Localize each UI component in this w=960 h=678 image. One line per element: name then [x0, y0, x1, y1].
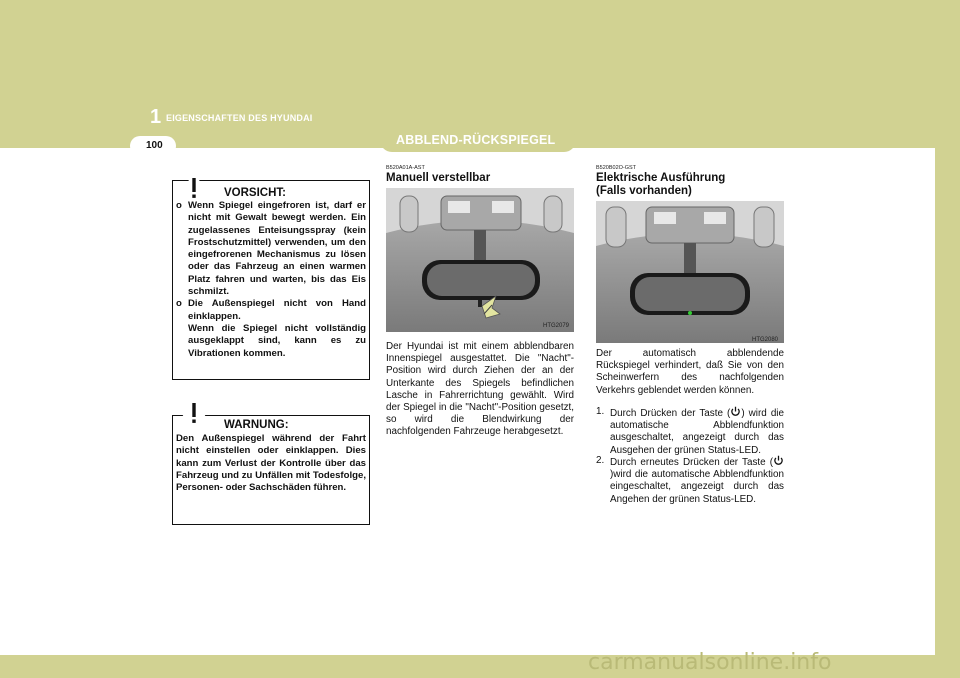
warning-triangle-icon — [176, 170, 212, 202]
warning-heading: WARNUNG: — [224, 419, 289, 431]
caution-item — [176, 298, 366, 323]
manual-figure-label: HTG2079 — [543, 323, 570, 329]
electric-title-line2: (Falls vorhanden) — [596, 185, 692, 197]
electric-step — [596, 406, 784, 457]
electric-step-number: 1. — [596, 406, 605, 417]
caution-item — [176, 200, 366, 298]
manual-section-title: Manuell verstellbar — [386, 172, 491, 184]
section-title: ABBLEND-RÜCKSPIEGEL — [396, 133, 556, 147]
right-band — [935, 0, 960, 678]
electric-step-text-before: Durch Drücken der Taste ( — [610, 408, 731, 419]
power-button-icon — [773, 455, 784, 466]
caution-extra — [176, 323, 366, 360]
electric-title-line1: Elektrische Ausführung — [596, 172, 726, 184]
caution-extra-text: Wenn die Spiegel nicht vollständig ausgeklappt sind, kann es zu Vibrationen kommen. — [188, 322, 366, 359]
caution-text — [176, 200, 366, 360]
chapter-number: 1 — [150, 106, 162, 128]
electric-step-text-before: Durch erneutes Drücken der Taste ( — [610, 457, 773, 468]
manual-section-code: B520A01A-AST — [386, 165, 425, 171]
manual-mirror-photo — [386, 188, 574, 332]
chapter-title: EIGENSCHAFTEN DES HYUNDAI — [166, 113, 313, 123]
caution-heading: VORSICHT: — [224, 187, 286, 199]
header-band — [0, 0, 960, 148]
electric-step — [596, 455, 784, 506]
caution-bullet: o — [176, 200, 182, 211]
caution-item-text: Die Außenspiegel nicht von Hand einklappen. — [188, 298, 366, 322]
electric-figure-label: HTG2080 — [752, 337, 779, 343]
electric-mirror-photo — [596, 201, 784, 343]
power-button-icon — [730, 406, 741, 417]
caution-item-text: Wenn Spiegel eingefroren ist, darf er nicht mit Gewalt bewegt werden. Ein zugelassenes Enteisungsspray (kein Frostschutzmittel) verwenden, um den eingefrorenen Mechanismus zu lösen oder das Fahrzeug an einen warmen Platz fahren und warten, bis das Eis schmilzt. — [188, 200, 366, 298]
electric-section-title — [596, 172, 725, 198]
electric-body-text: Der automatisch abblendende Rückspiegel verhindert, daß Sie von den Scheinwerfern des nachfolgenden Verkehrs geblendet werden können. — [596, 348, 784, 396]
manual-body-text: Der Hyundai ist mit einem abblendbaren Innenspiegel ausgestattet. Die "Nacht"-Position wird durch Ziehen der an der Unterkante des Spiegels befindlichen Lasche in Fahrerrichtung gewählt. Wird der Spiegel in die "Nacht"-Position gesetzt, so wird die Blendwirkung der nachfolgenden Fahrzeuge herabgesetzt. — [386, 341, 574, 438]
electric-step-number: 2. — [596, 455, 605, 466]
warning-triangle-icon — [176, 395, 212, 427]
electric-section-code: B520B02O-GST — [596, 165, 637, 171]
electric-step-text-after: ) wird die automatische Abblendfunktion ausgeschaltet, angezeigt durch das Ausgehen der grünen Status-LED. — [610, 408, 784, 456]
warning-text: Den Außenspiegel während der Fahrt nicht einstellen oder einklappen. Dies kann zum Verlust der Kontrolle über das Fahrzeug und zu Unfällen mit Todesfolge, Personen- oder Sachschäden führen. — [176, 433, 366, 494]
caution-bullet: o — [176, 298, 182, 310]
electric-step-text-after: )wird die automatische Abblendfunktion eingeschaltet, angezeigt durch das Angehen der grünen Status-LED. — [610, 469, 784, 505]
page-number: 100 — [146, 140, 163, 151]
watermark: carmanualsonline.info — [588, 650, 832, 675]
